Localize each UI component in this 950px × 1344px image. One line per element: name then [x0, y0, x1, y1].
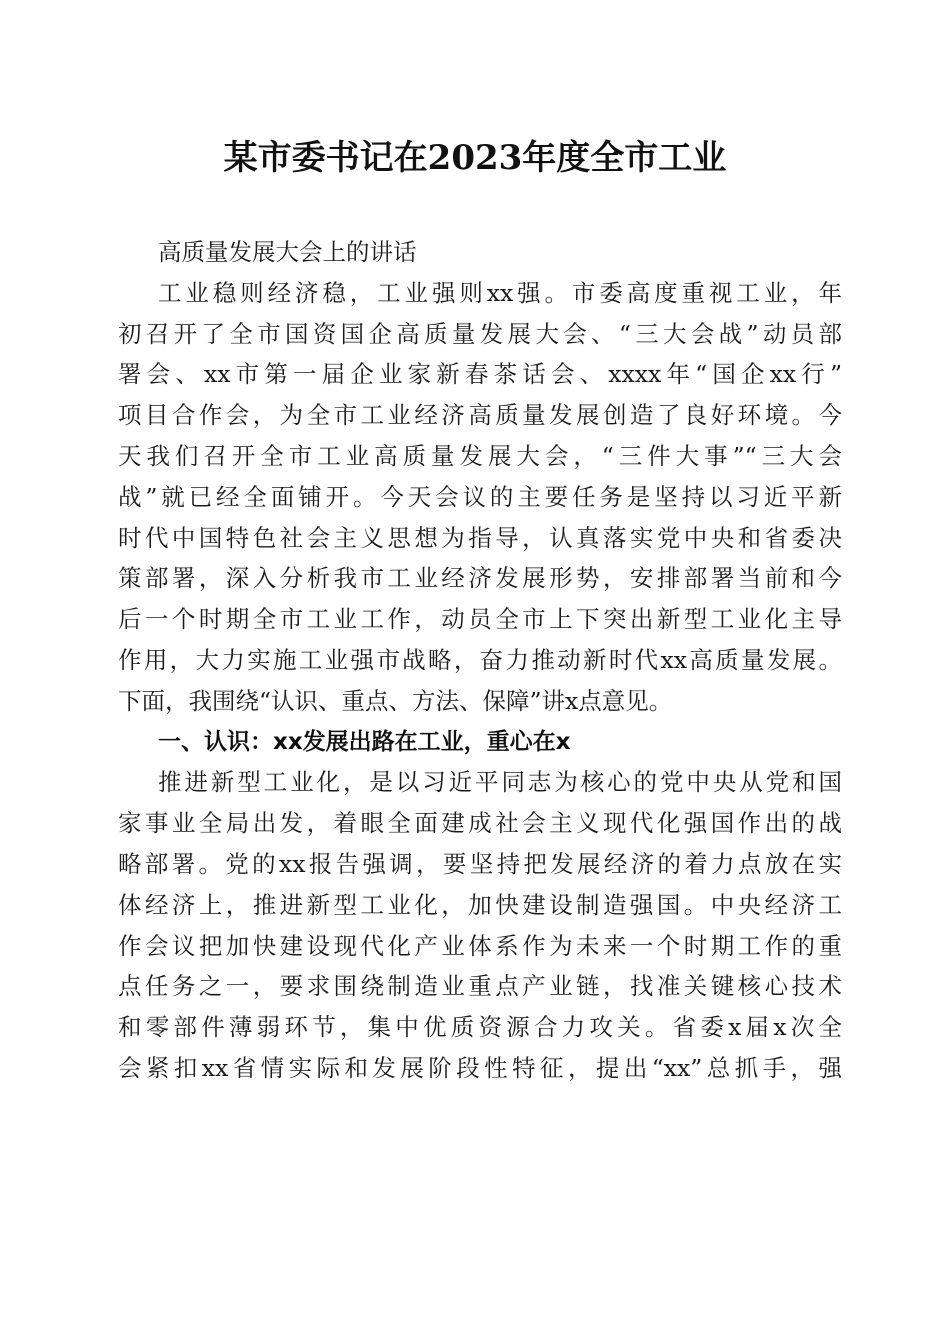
paragraph-line: 作用，大力实施工业强市战略，奋力推动新时代xx高质量发展。	[118, 645, 842, 674]
paragraph-line: 战”就已经全面铺开。今天会议的主要任务是坚持以习近平新	[118, 482, 842, 511]
paragraph-line: 工业稳则经济稳，工业强则xx强。市委高度重视工业，年	[158, 278, 842, 307]
document-title: 某市委书记在2023年度全市工业	[223, 138, 727, 178]
paragraph-line: 时代中国特色社会主义思想为指导，认真落实党中央和省委决	[118, 523, 842, 552]
paragraph-line: 天我们召开全市工业高质量发展大会，“三件大事”“三大会	[118, 441, 842, 470]
paragraph-line: 项目合作会，为全市工业经济高质量发展创造了良好环境。今	[118, 401, 842, 430]
paragraph-line: 后一个时期全市工业工作，动员全市上下突出新型工业化主导	[118, 605, 842, 634]
paragraph-line: 体经济上，推进新型工业化，加快建设制造强国。中央经济工	[118, 890, 842, 919]
paragraph-line: 推进新型工业化，是以习近平同志为核心的党中央从党和国	[158, 768, 842, 797]
paragraph-line: 会紧扣xx省情实际和发展阶段性特征，提出“xx”总抓手，强	[118, 1053, 842, 1082]
paragraph-line: 家事业全局出发，着眼全面建成社会主义现代化强国作出的战	[118, 809, 842, 838]
paragraph-line: 和零部件薄弱环节，集中优质资源合力攻关。省委x届x次全	[118, 1013, 842, 1042]
document-body	[118, 232, 842, 1089]
paragraph-line: 下面，我围绕“认识、重点、方法、保障”讲x点意见。	[118, 686, 673, 715]
section-heading: 一、认识：xx发展出路在工业，重心在x	[158, 728, 571, 755]
paragraph-line: 初召开了全市国资国企高质量发展大会、“三大会战”动员部	[118, 319, 842, 348]
paragraph-line: 署会、xx市第一届企业家新春茶话会、xxxx年“国企xx行”	[118, 360, 842, 389]
paragraph-line: 作会议把加快建设现代化产业体系作为未来一个时期工作的重	[118, 931, 842, 960]
paragraph-line: 点任务之一，要求围绕制造业重点产业链，找准关键核心技术	[118, 972, 842, 1001]
paragraph-line: 策部署，深入分析我市工业经济发展形势，安排部署当前和今	[118, 564, 842, 593]
document-subtitle: 高质量发展大会上的讲话	[158, 238, 417, 266]
paragraph-line: 略部署。党的xx报告强调，要坚持把发展经济的着力点放在实	[118, 849, 842, 878]
